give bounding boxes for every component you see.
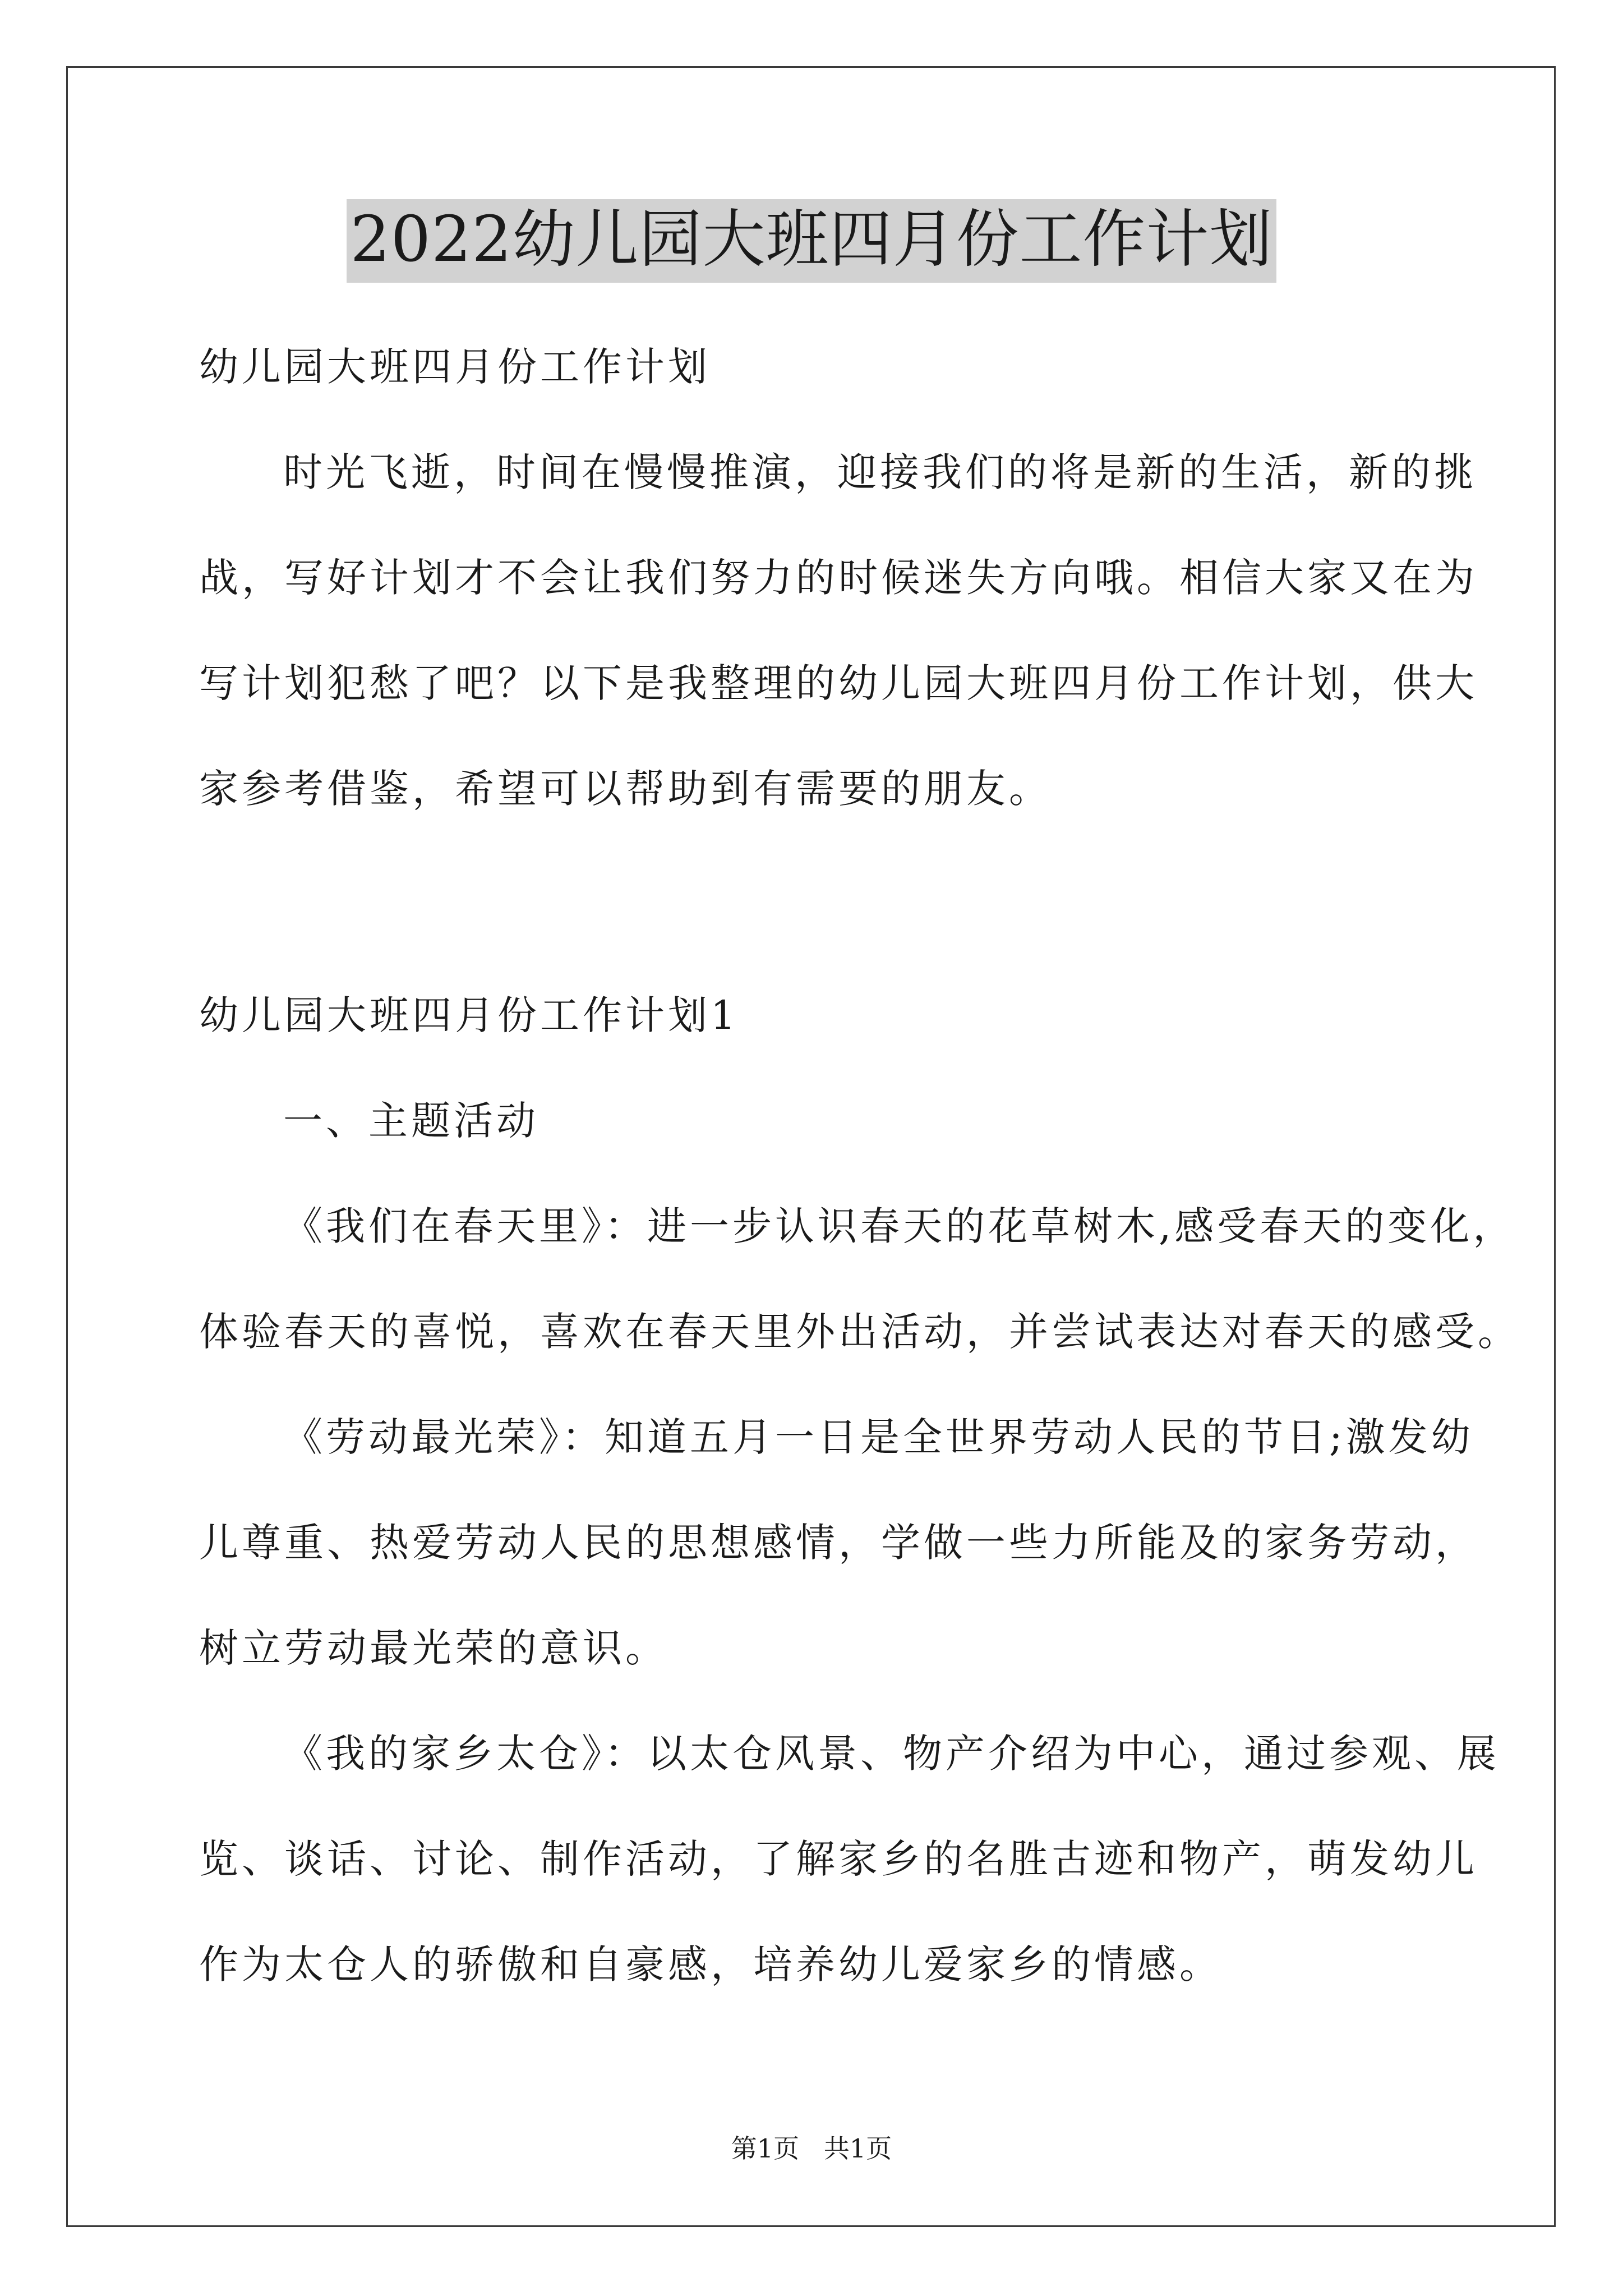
intro-line-3: 写计划犯愁了吧？以下是我整理的幼儿园大班四月份工作计划，供大 (199, 660, 1478, 706)
document-title: 2022幼儿园大班四月份工作计划 (347, 199, 1276, 283)
section-heading: 幼儿园大班四月份工作计划1 (199, 992, 739, 1038)
paragraph-3-line-3: 作为太仓人的骄傲和自豪感，培养幼儿爱家乡的情感。 (199, 1941, 1222, 1987)
paragraph-1-line-2: 体验春天的喜悦，喜欢在春天里外出活动，并尝试表达对春天的感受。 (199, 1309, 1520, 1355)
paragraph-2-line-2: 儿尊重、热爱劳动人民的思想感情，学做一些力所能及的家务劳动， (199, 1520, 1478, 1566)
paragraph-3-line-1: 《我的家乡太仓》：以太仓风景、物产介绍为中心，通过参观、展 (283, 1731, 1500, 1777)
subtitle: 幼儿园大班四月份工作计划 (199, 344, 711, 390)
intro-line-4: 家参考借鉴，希望可以帮助到有需要的朋友。 (199, 766, 1052, 812)
paragraph-1-line-1: 《我们在春天里》：进一步认识春天的花草树木,感受春天的变化， (283, 1203, 1516, 1249)
page-footer: 第1页 共1页 (731, 2133, 892, 2164)
intro-line-1: 时光飞逝，时间在慢慢推演，迎接我们的将是新的生活，新的挑 (283, 449, 1477, 495)
title-container (0, 199, 1623, 283)
subsection-heading: 一、主题活动 (283, 1098, 539, 1144)
paragraph-2-line-3: 树立劳动最光荣的意识。 (199, 1625, 668, 1671)
paragraph-3-line-2: 览、谈话、讨论、制作活动，了解家乡的名胜古迹和物产，萌发幼儿 (199, 1836, 1478, 1882)
paragraph-2-line-1: 《劳动最光荣》：知道五月一日是全世界劳动人民的节日;激发幼 (283, 1414, 1474, 1460)
intro-line-2: 战，写好计划才不会让我们努力的时候迷失方向哦。相信大家又在为 (199, 555, 1478, 601)
